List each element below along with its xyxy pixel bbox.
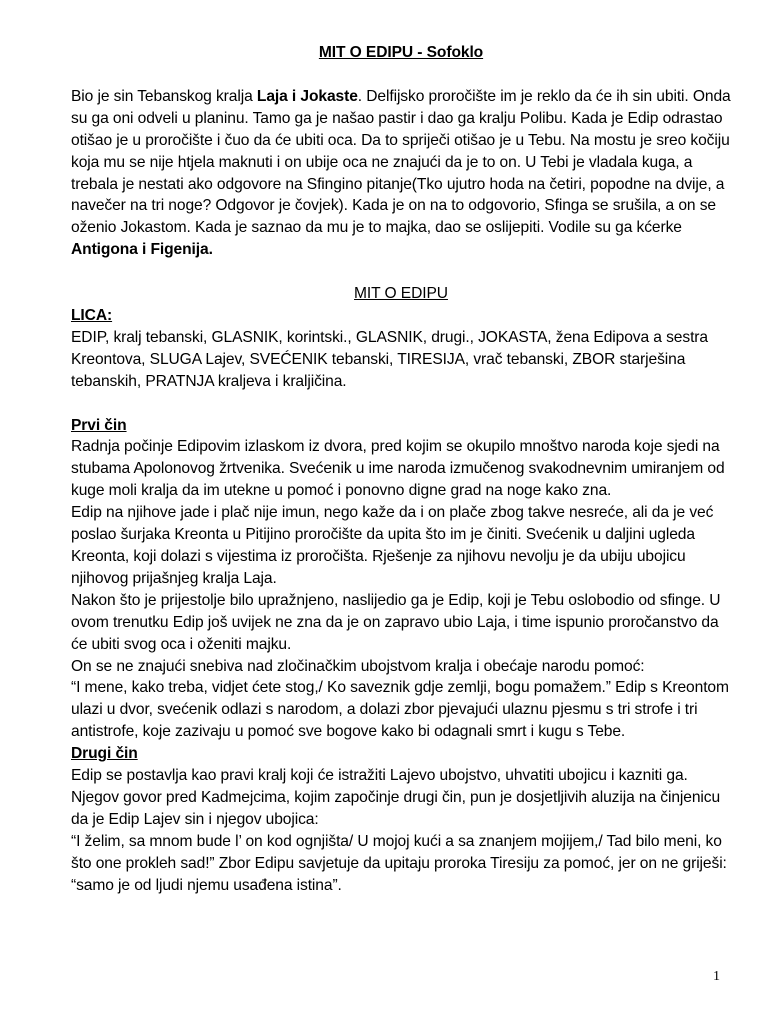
prvi-cin-heading: Prvi čin — [71, 416, 127, 434]
lica-heading: LICA: — [71, 307, 113, 325]
section-title: MIT O EDIPU — [354, 285, 448, 303]
drugi-cin-heading: Drugi čin — [71, 745, 138, 763]
intro-text-2: . Delfijsko proročište im je reklo da će ih sin ubiti. Onda su ga oni odveli u planinu. Tamo ga je našao pastir i dao ga kralju Polibu. Kada je Edip odrastao otišao je u proročište i čuo da će ubiti oca. Da to spriječi otišao je u Tebu. Na mostu je sreo kočiju koja mu se nije htjela maknuti i on ubije oca ne znajući da je to on. U Tebi je vladala kuga, a trebala je nestati ako odgovore na Sfingino pitanje(Tko ujutro hoda na četiri, popodne na dvije, a navečer na tri noge? Odgovor je čovjek). Kada je on na to odgovorio, Sfinga se srušila, a on se oženio Jokastom. Kada je saznao da mu je to majka, dao se oslijepiti. Vodile su ga kćerke — [71, 87, 731, 237]
prvi-cin-paragraph: On se ne znajući snebiva nad zločinačkim ubojstvom kralja i obećaje narodu pomoć: — [71, 657, 645, 675]
document-page — [71, 42, 731, 896]
spacer — [71, 261, 731, 283]
intro-bold-2: Antigona i Figenija. — [71, 241, 213, 259]
prvi-cin-paragraph: “I mene, kako treba, vidjet ćete stog,/ Ko saveznik gdje zemlji, bogu pomažem.” Edip s Kreontom ulazi u dvor, svećenik odlazi s narodom, a dolazi zbor pjevajući ulaznu pjesmu s tri strofe i tri antistrofe, koje zazivaju u pomoć sve bogove kako bi odagnali smrt i kugu s Tebe. — [71, 679, 729, 741]
drugi-cin-paragraph: “I želim, sa mnom bude l’ on kod ognjišta/ U mojoj kući a sa znanjem mojijem,/ Tad bilo meni, ko što one prokleh sad!” Zbor Edipu savjetuje da upitaju proroka Tiresiju za pomoć, jer on ne griješi: “samo je od ljudi njemu usađena istina”. — [71, 832, 727, 894]
prvi-cin-paragraph: Radnja počinje Edipovim izlaskom iz dvora, pred kojim se okupilo mnoštvo naroda koje sjedi na stubama Apolonovog žrtvenika. Svećenik u ime naroda izmučenog svakodnevnim umiranjem od kuge moli kralja da im utekne u pomoć i ponovno digne grad na noge kako zna. — [71, 438, 725, 500]
lica-paragraph: EDIP, kralj tebanski, GLASNIK, korintski., GLASNIK, drugi., JOKASTA, žena Edipova a sestra Kreontova, SLUGA Lajev, SVEĆENIK tebanski, TIRESIJA, vrač tebanski, ZBOR starješina tebanskih, PRATNJA kraljeva i kraljičina. — [71, 328, 708, 390]
page-number: 1 — [713, 969, 720, 984]
prvi-cin-paragraph: Nakon što je prijestolje bilo upražnjeno, naslijedio ga je Edip, koji je Tebu oslobodio od sfinge. U ovom trenutku Edip još uvijek ne zna da je on zapravo ubio Laja, i time ispunio proročanstvo da će ubiti svog oca i oženiti majku. — [71, 591, 721, 653]
intro-paragraph — [71, 86, 731, 261]
intro-text-1: Bio je sin Tebanskog kralja — [71, 87, 257, 105]
spacer — [71, 64, 731, 86]
intro-bold-1: Laja i Jokaste — [256, 87, 358, 105]
drugi-cin-paragraph: Edip se postavlja kao pravi kralj koji će istražiti Lajevo ubojstvo, uhvatiti ubojicu i kazniti ga. Njegov govor pred Kadmejcima, kojim započinje drugi čin, pun je dosjetljivih aluzija na činjenicu da je Edip Lajev sin i njegov ubojica: — [71, 767, 721, 828]
spacer — [71, 393, 731, 415]
document-title: MIT O EDIPU - Sofoklo — [318, 44, 484, 61]
prvi-cin-paragraph: Edip na njihove jade i plač nije imun, nego kaže da i on plače zbog takve nesreće, ali da je već poslao šurjaka Kreonta u Pitijino proročište da upita što im je činiti. Svećenik u daljini ugleda Kreonta, koji dolazi s vijestima iz proročišta. Rješenje za njihovu nevolju je da ubiju ubojicu njihovog prijašnjeg kralja Laja. — [71, 504, 714, 587]
